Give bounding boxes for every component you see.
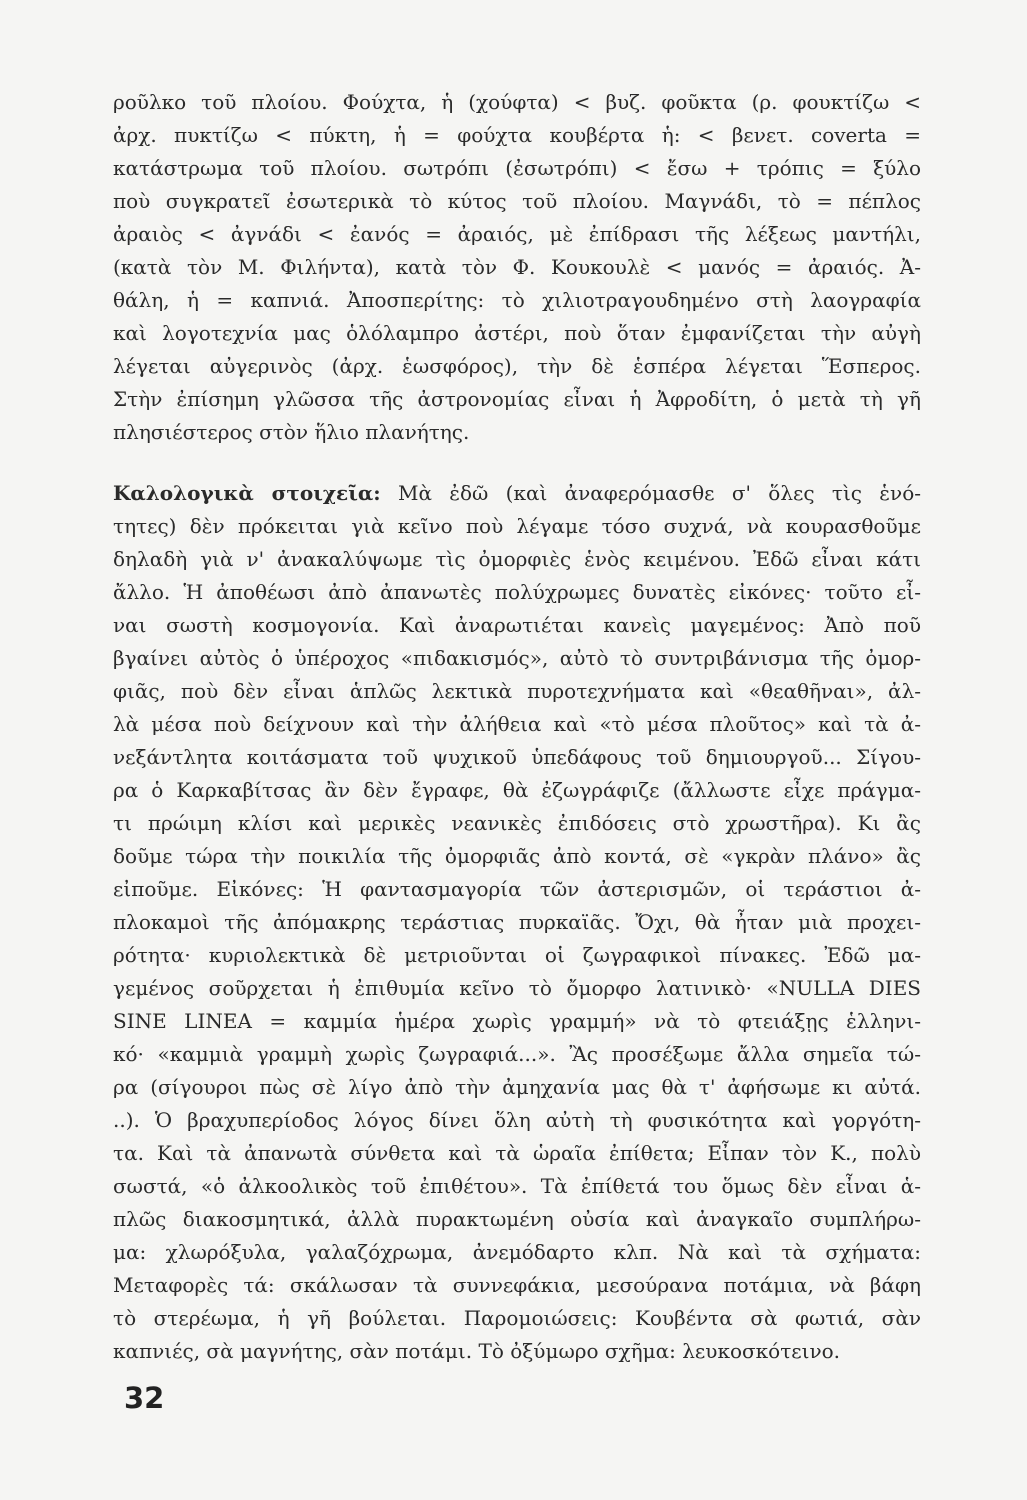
- text-line: ναι σωστὴ κοσμογονία. Καὶ ἀναρωτιέται κανεὶς μαγεμένος: Ἀπὸ ποῦ: [113, 613, 921, 637]
- page-number: 32: [124, 1381, 165, 1415]
- text-line: ρα ὁ Καρκαβίτσας ἂν δὲν ἔγραφε, θὰ ἐζωγράφιζε (ἄλλωστε εἶχε πράγμα-: [113, 778, 921, 802]
- text-line: ρα (σίγουροι πὼς σὲ λίγο ἀπὸ τὴν ἀμηχανία μας θὰ τ' ἀφήσωμε κι αὐτά.: [113, 1075, 921, 1099]
- text-line: κό· «καμμιὰ γραμμὴ χωρὶς ζωγραφιά...». Ἂς προσέξωμε ἄλλα σημεῖα τώ-: [113, 1042, 921, 1066]
- text-line: Μεταφορὲς τά: σκάλωσαν τὰ συννεφάκια, μεσούρανα ποτάμια, νὰ βάφη: [113, 1273, 921, 1297]
- text-line: φιᾶς, ποὺ δὲν εἶναι ἁπλῶς λεκτικὰ πυροτεχνήματα καὶ «θεαθῆναι», ἀλ-: [113, 679, 921, 703]
- text-line: ρότητα· κυριολεκτικὰ δὲ μετριοῦνται οἱ ζωγραφικοὶ πίνακες. Ἐδῶ μα-: [113, 943, 921, 967]
- paragraph-stylistic-elements: [113, 477, 921, 1368]
- text-line: εἰποῦμε. Εἰκόνες: Ἡ φαντασμαγορία τῶν ἀστερισμῶν, οἱ τεράστιοι ἀ-: [113, 877, 921, 901]
- text-line: βγαίνει αὐτὸς ὁ ὑπέροχος «πιδακισμός», αὐτὸ τὸ συντριβάνισμα τῆς ὀμορ-: [113, 646, 921, 670]
- text-line: καὶ λογοτεχνία μας ὁλόλαμπρο ἀστέρι, ποὺ ὅταν ἐμφανίζεται τὴν αὐγὴ: [113, 321, 921, 345]
- text-line: τι πρώιμη κλίσι καὶ μερικὲς νεανικὲς ἐπιδόσεις στὸ χρωστῆρα). Κι ἂς: [113, 811, 921, 835]
- text-line: ποὺ συγκρατεῖ ἐσωτερικὰ τὸ κύτος τοῦ πλοίου. Μαγνάδι, τὸ = πέπλος: [113, 189, 921, 213]
- text-line: δηλαδὴ γιὰ ν' ἀνακαλύψωμε τὶς ὀμορφιὲς ἑνὸς κειμένου. Ἐδῶ εἶναι κάτι: [113, 547, 921, 571]
- text-line: καπνιές, σὰ μαγνήτης, σὰν ποτάμι. Τὸ ὀξύμωρο σχῆμα: λευκοσκότεινο.: [113, 1339, 841, 1363]
- text-line: δοῦμε τώρα τὴν ποικιλία τῆς ὀμορφιᾶς ἀπὸ κοντά, σὲ «γκρὰν πλάνο» ἂς: [113, 844, 921, 868]
- text-line: ἄλλο. Ἡ ἀποθέωσι ἀπὸ ἀπανωτὲς πολύχρωμες δυνατὲς εἰκόνες· τοῦτο εἶ-: [113, 580, 921, 604]
- first-line-text: Μὰ ἐδῶ (καὶ ἀναφερόμασθε σ' ὅλες τὶς ἑνό-: [380, 481, 921, 505]
- text-line: κατάστρωμα τοῦ πλοίου. σωτρόπι (ἐσωτρόπι) < ἔσω + τρόπις = ξύλο: [113, 156, 921, 180]
- text-line: πλησιέστερος στὸν ἥλιο πλανήτης.: [113, 420, 470, 444]
- text-line: γεμένος σοῦρχεται ἡ ἐπιθυμία κεῖνο τὸ ὄμορφο λατινικὸ· «NULLA DIES: [113, 976, 921, 1000]
- text-line: τὸ στερέωμα, ἡ γῆ βούλεται. Παρομοιώσεις: Κουβέντα σὰ φωτιά, σὰν: [113, 1306, 921, 1330]
- text-line: τα. Καὶ τὰ ἀπανωτὰ σύνθετα καὶ τὰ ὡραῖα ἐπίθετα; Εἶπαν τὸν Κ., πολὺ: [113, 1141, 921, 1165]
- text-line: λὰ μέσα ποὺ δείχνουν καὶ τὴν ἀλήθεια καὶ «τὸ μέσα πλοῦτος» καὶ τὰ ἀ-: [113, 712, 921, 736]
- text-line: σωστά, «ὁ ἀλκοολικὸς τοῦ ἐπιθέτου». Τὰ ἐπίθετά του ὅμως δὲν εἶναι ἁ-: [113, 1174, 921, 1198]
- text-line-first: [113, 477, 921, 510]
- text-line: Στὴν ἐπίσημη γλῶσσα τῆς ἀστρονομίας εἶναι ἡ Ἀφροδίτη, ὁ μετὰ τὴ γῆ: [113, 387, 921, 411]
- paragraph-glossary: [113, 86, 921, 449]
- section-heading: Καλολογικὰ στοιχεῖα:: [113, 481, 381, 505]
- text-line: λέγεται αὐγερινὸς (ἀρχ. ἑωσφόρος), τὴν δὲ ἑσπέρα λέγεται Ἕσπερος.: [113, 354, 921, 378]
- text-line: θάλη, ἡ = καπνιά. Ἀποσπερίτης: τὸ χιλιοτραγουδημένο στὴ λαογραφία: [113, 288, 921, 312]
- text-line: νεξάντλητα κοιτάσματα τοῦ ψυχικοῦ ὑπεδάφους τοῦ δημιουργοῦ... Σίγου-: [113, 745, 921, 769]
- text-line: SINE LINEA = καμμία ἡμέρα χωρὶς γραμμή» νὰ τὸ φτειάξῃς ἑλληνι-: [113, 1009, 921, 1033]
- text-line: (κατὰ τὸν Μ. Φιλήντα), κατὰ τὸν Φ. Κουκουλὲ < μανός = ἀραιός. Ἀ-: [113, 255, 921, 279]
- text-line: μα: χλωρόξυλα, γαλαζόχρωμα, ἀνεμόδαρτο κλπ. Νὰ καὶ τὰ σχήματα:: [113, 1240, 921, 1264]
- text-line: ..). Ὁ βραχυπερίοδος λόγος δίνει ὅλη αὐτὴ τὴ φυσικότητα καὶ γοργότη-: [113, 1108, 921, 1132]
- text-line: ἀρχ. πυκτίζω < πύκτη, ἡ = φούχτα κουβέρτα ἡ: < βενετ. coverta =: [113, 123, 921, 147]
- text-line: πλῶς διακοσμητικά, ἀλλὰ πυρακτωμένη οὐσία καὶ ἀναγκαῖο συμπλήρω-: [113, 1207, 921, 1231]
- text-line: πλοκαμοὶ τῆς ἀπόμακρης τεράστιας πυρκαϊᾶς. Ὄχι, θὰ ἦταν μιὰ προχει-: [113, 910, 921, 934]
- text-line: τητες) δὲν πρόκειται γιὰ κεῖνο ποὺ λέγαμε τόσο συχνά, νὰ κουρασθοῦμε: [113, 514, 921, 538]
- text-line: ροῦλκο τοῦ πλοίου. Φούχτα, ἡ (χούφτα) < βυζ. φοῦκτα (ρ. φουκτίζω <: [113, 90, 921, 114]
- text-line: ἀραιὸς < ἀγνάδι < ἐανός = ἀραιός, μὲ ἐπίδρασι τῆς λέξεως μαντήλι,: [113, 222, 921, 246]
